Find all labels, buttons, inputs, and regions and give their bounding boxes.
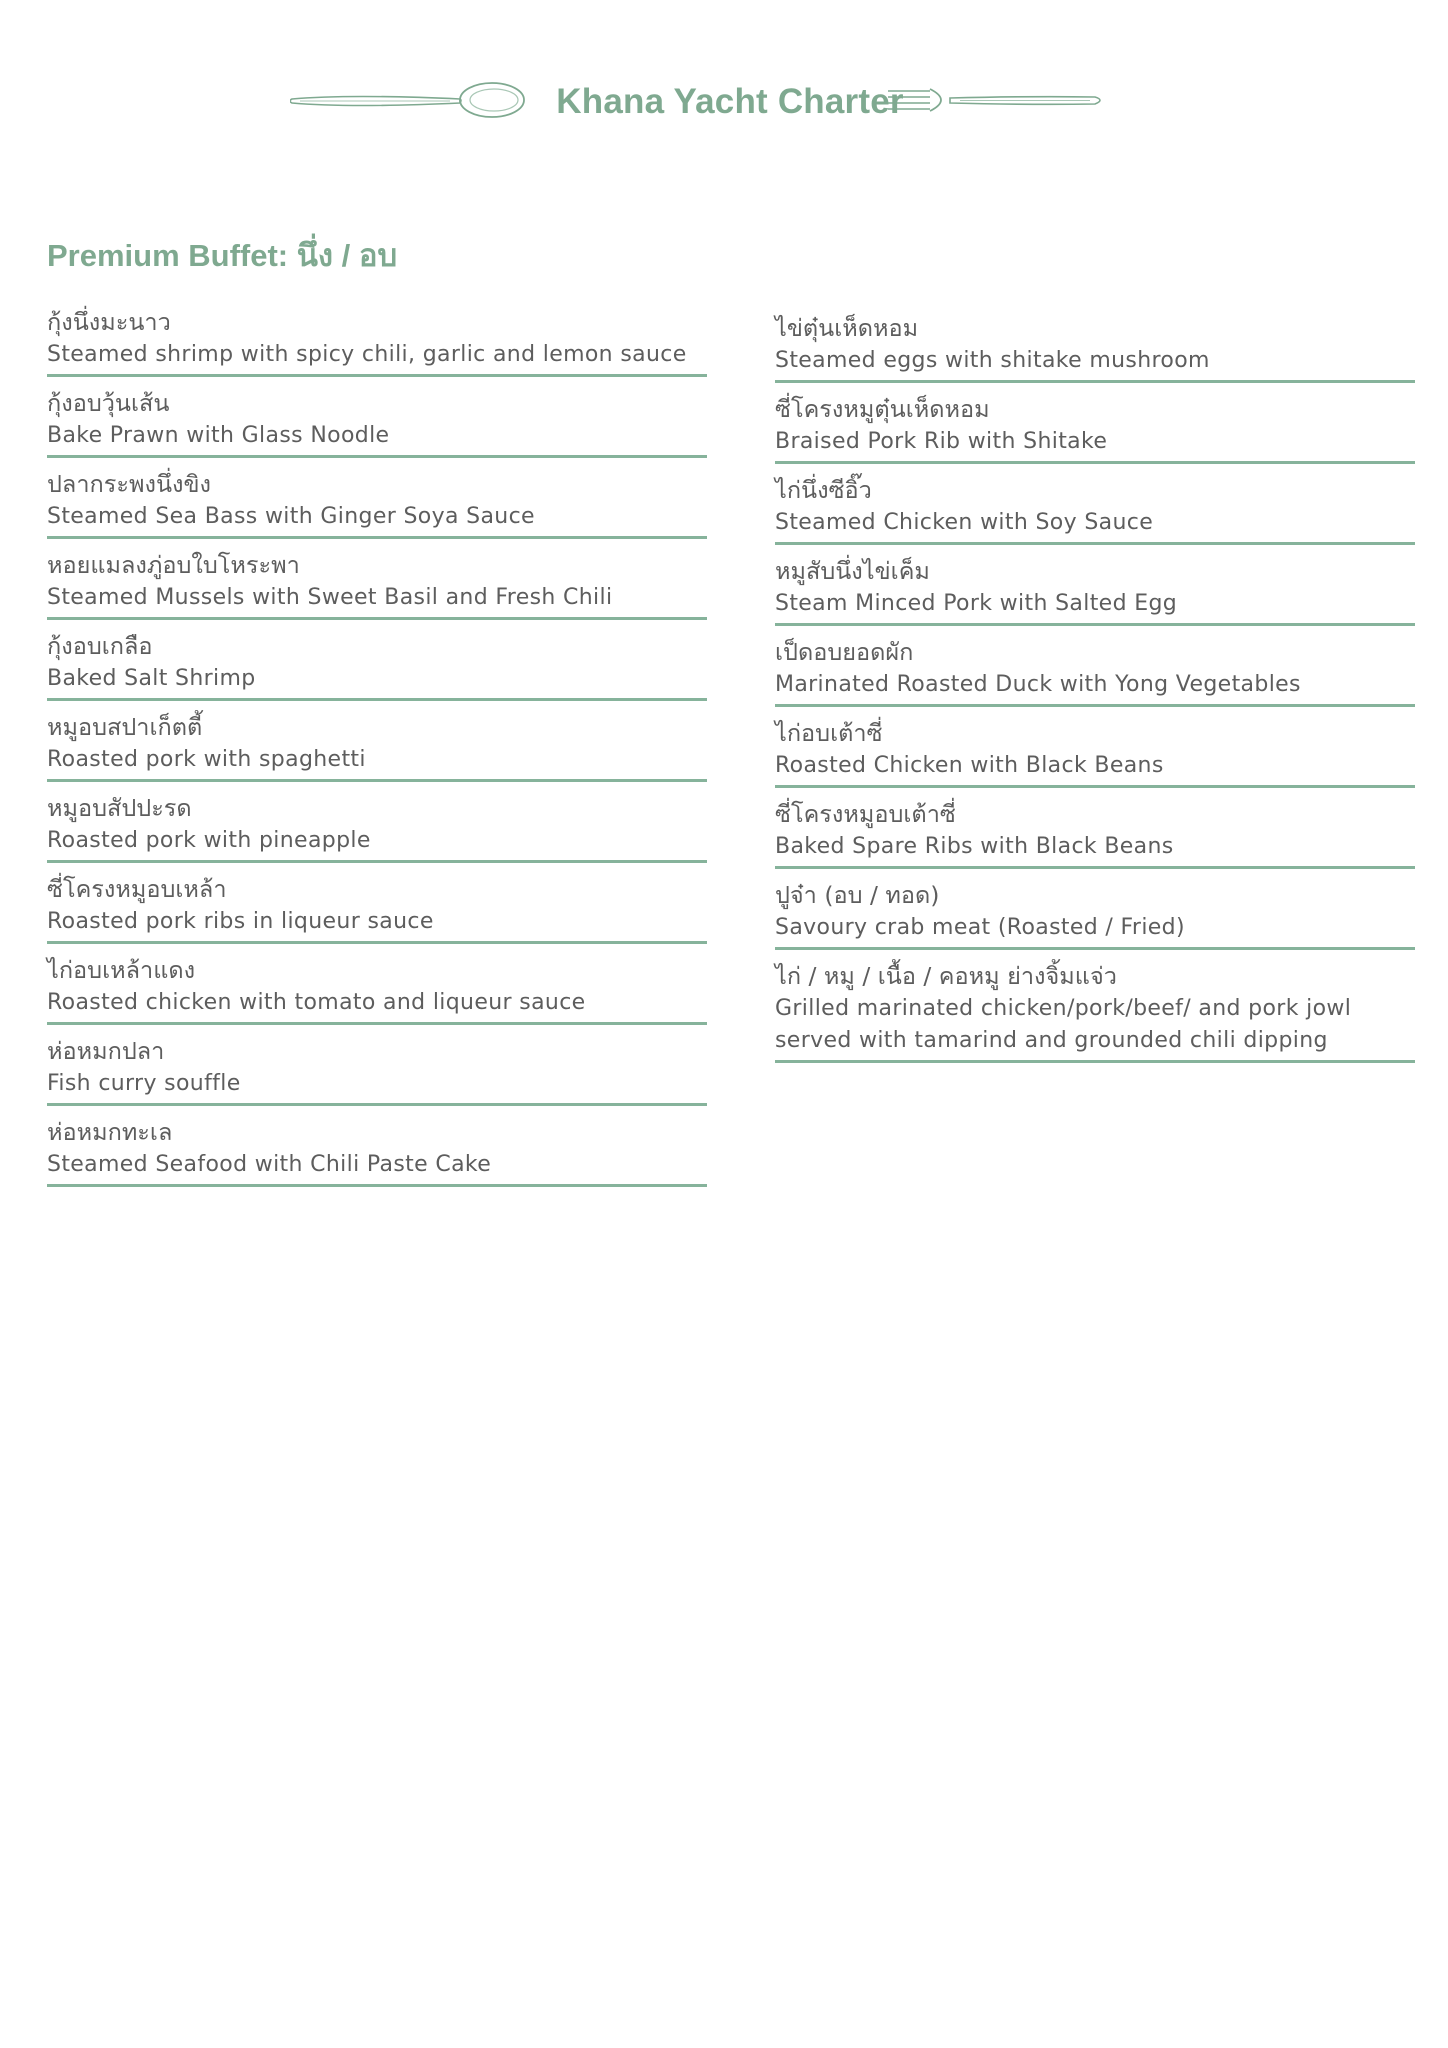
- dish-name-english: Marinated Roasted Duck with Yong Vegetables: [775, 672, 1301, 697]
- dish-name-english: Steamed Seafood with Chili Paste Cake: [47, 1152, 492, 1177]
- dish-name-thai: ไก่นึ่งซีอิ๊ว: [775, 476, 872, 504]
- menu-item: [47, 873, 707, 944]
- menu-column-left: [47, 306, 707, 1197]
- page-header: [290, 78, 1110, 128]
- dish-name-thai: เป็ดอบยอดผัก: [775, 638, 914, 666]
- menu-item: [775, 798, 1415, 869]
- dish-name-thai: ซี่โครงหมูตุ๋นเห็ดหอม: [775, 395, 990, 423]
- menu-item: [775, 879, 1415, 950]
- dish-name-thai: ไข่ตุ๋นเห็ดหอม: [775, 314, 919, 342]
- menu-item: [47, 954, 707, 1025]
- dish-name-english: Baked Spare Ribs with Black Beans: [775, 834, 1174, 859]
- section-title: Premium Buffet: นึ่ง / อบ: [47, 238, 398, 273]
- dish-name-english: Steamed Chicken with Soy Sauce: [775, 510, 1154, 535]
- menu-item: [47, 792, 707, 863]
- menu-item: [775, 393, 1415, 464]
- dish-name-english: Steam Minced Pork with Salted Egg: [775, 591, 1178, 616]
- menu-item: [47, 387, 707, 458]
- dish-name-thai: กุ้งอบเกลือ: [47, 632, 153, 660]
- menu-item: [47, 306, 707, 377]
- dish-name-english: Roasted pork ribs in liqueur sauce: [47, 909, 434, 934]
- menu-item: [775, 474, 1415, 545]
- menu-item: [775, 555, 1415, 626]
- menu-column-right: [775, 312, 1415, 1073]
- dish-name-thai: ซี่โครงหมูอบเหล้า: [47, 875, 227, 903]
- dish-name-english: Roasted pork with spaghetti: [47, 747, 366, 772]
- dish-name-thai: ไก่ / หมู / เนื้อ / คอหมู ย่างจิ้มแจ่ว: [775, 962, 1117, 990]
- dish-name-english: Savoury crab meat (Roasted / Fried): [775, 915, 1185, 940]
- dish-name-thai: หมูสับนึ่งไข่เค็ม: [775, 557, 930, 585]
- menu-item: [775, 960, 1415, 1063]
- dish-name-thai: กุ้งนึ่งมะนาว: [47, 308, 171, 336]
- dish-name-english: Roasted Chicken with Black Beans: [775, 753, 1164, 778]
- dish-name-english: Steamed shrimp with spicy chili, garlic and lemon sauce: [47, 342, 687, 367]
- dish-name-english: Baked Salt Shrimp: [47, 666, 256, 691]
- menu-item: [775, 312, 1415, 383]
- dish-name-thai: ไก่อบเต้าซี่: [775, 719, 883, 747]
- menu-item: [775, 717, 1415, 788]
- dish-name-thai: ห่อหมกทะเล: [47, 1118, 173, 1146]
- dish-name-english: Grilled marinated chicken/pork/beef/ and pork jowl served with tamarind and grounded chili dipping: [775, 996, 1352, 1053]
- menu-item: [47, 711, 707, 782]
- dish-name-english: Roasted pork with pineapple: [47, 828, 371, 853]
- dish-name-english: Fish curry souffle: [47, 1071, 241, 1096]
- dish-name-thai: ปูจ๋า (อบ / ทอด): [775, 881, 940, 909]
- dish-name-english: Steamed eggs with shitake mushroom: [775, 348, 1210, 373]
- dish-name-english: Bake Prawn with Glass Noodle: [47, 423, 390, 448]
- menu-item: [47, 468, 707, 539]
- dish-name-thai: ปลากระพงนึ่งขิง: [47, 470, 212, 498]
- dish-name-english: Roasted chicken with tomato and liqueur sauce: [47, 990, 586, 1015]
- menu-item: [47, 549, 707, 620]
- dish-name-thai: ไก่อบเหล้าแดง: [47, 956, 196, 984]
- menu-item: [47, 1116, 707, 1187]
- dish-name-thai: หอยแมลงภู่อบใบโหระพา: [47, 551, 300, 579]
- menu-item: [47, 1035, 707, 1106]
- dish-name-english: Steamed Sea Bass with Ginger Soya Sauce: [47, 504, 535, 529]
- dish-name-thai: ห่อหมกปลา: [47, 1037, 165, 1065]
- menu-item: [775, 636, 1415, 707]
- dish-name-english: Steamed Mussels with Sweet Basil and Fresh Chili: [47, 585, 613, 610]
- dish-name-english: Braised Pork Rib with Shitake: [775, 429, 1108, 454]
- menu-item: [47, 630, 707, 701]
- dish-name-thai: ซี่โครงหมูอบเต้าซี่: [775, 800, 956, 828]
- dish-name-thai: หมูอบสัปปะรด: [47, 794, 192, 822]
- dish-name-thai: หมูอบสปาเก็ตตี้: [47, 713, 203, 741]
- dish-name-thai: กุ้งอบวุ้นเส้น: [47, 389, 170, 417]
- brand-name: Khana Yacht Charter: [556, 82, 904, 121]
